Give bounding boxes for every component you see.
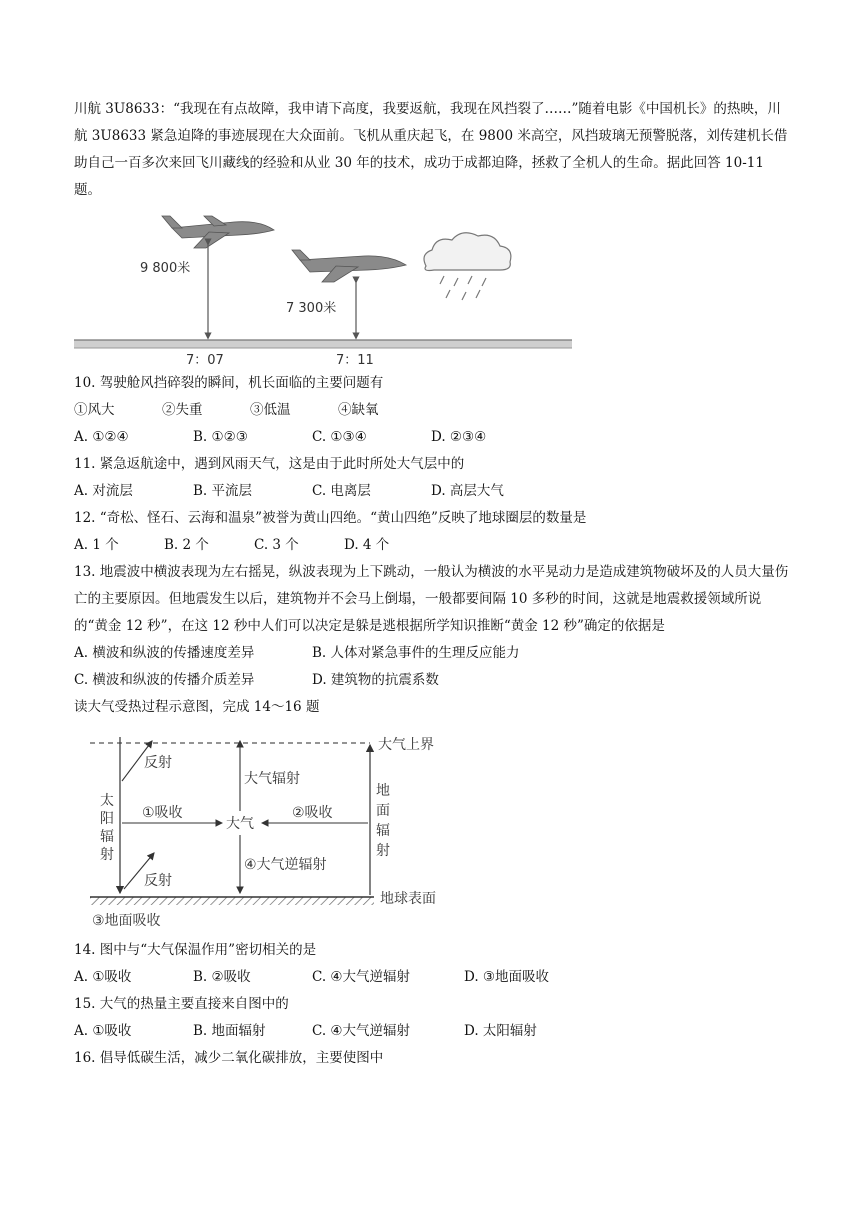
counter-radiation-label: ④大气逆辐射 [244, 857, 327, 873]
q13-options-row2 [74, 667, 794, 694]
solar-label-3: 辐 [100, 829, 114, 845]
q11-option-c: C. 电离层 [312, 483, 371, 499]
atmosphere-radiation-label: 大气辐射 [244, 771, 300, 787]
atmosphere-figure [74, 727, 474, 937]
q13-options-row1 [74, 640, 794, 667]
q10-option-d: D. ②③④ [431, 429, 487, 445]
ground-rad-label-1: 地 [376, 783, 390, 799]
intro-paragraph: 川航 3U8633：“我现在有点故障，我申请下高度，我要返航，我现在风挡裂了……”随着电影《中国机长》的热映，川航 3U8633 紧急迫降的事迹展现在大众面前。飞机从重庆起飞，在 9800 米高空，风挡玻璃无预警脱落，刘传建机长借助自己一百多次来回飞川藏线的经验和从业 30 年的技术，成功于成都迫降，拯救了全机人的生命。据此回答 10-11 题。 [74, 101, 788, 198]
solar-label-4: 射 [100, 847, 114, 863]
time-label-2: 7：11 [336, 353, 374, 368]
airplane-icon-low [292, 250, 406, 282]
q15-option-c: C. ④大气逆辐射 [312, 1023, 411, 1039]
q12-option-a: A. 1 个 [74, 537, 119, 553]
q13-stem: 13. 地震波中横波表现为左右摇晃，纵波表现为上下跳动，一般认为横波的水平晃动力是造成建筑物破坏及的人员大量伤亡的主要原因。但地震发生以后，建筑物并不会马上倒塌，一般都要间隔 10 多秒的时间，这就是地震救援领域所说的“黄金 12 秒”，在这 12 秒中人们可以决定是躲是逃根据所学知识推断“黄金 12 秒”确定的依据是 [74, 564, 789, 634]
ground-rad-label-3: 辐 [376, 823, 390, 839]
q11-options [74, 478, 794, 505]
document-page [74, 96, 794, 1072]
q13-option-b: B. 人体对紧急事件的生理反应能力 [312, 645, 520, 661]
ground-rad-label-4: 射 [376, 843, 390, 859]
q10-item: ③低温 [250, 402, 291, 418]
earth-surface-label: 地球表面 [380, 891, 436, 907]
reflect-label-bottom: 反射 [144, 873, 172, 889]
ground-hatch [90, 897, 374, 905]
q13-option-a: A. 横波和纵波的传播速度差异 [74, 645, 255, 661]
q12-stem: 12. “奇松、怪石、云海和温泉”被誉为黄山四绝。“黄山四绝”反映了地球圈层的数量是 [74, 510, 587, 526]
q10-option-a: A. ①②④ [74, 429, 129, 445]
q12-option-d: D. 4 个 [344, 537, 390, 553]
q14-option-c: C. ④大气逆辐射 [312, 969, 411, 985]
altitude-label-low: 7 300米 [286, 301, 337, 316]
solar-label-2: 阳 [100, 811, 114, 827]
time-label-1: 7：07 [186, 353, 224, 368]
atmosphere-label: 大气 [226, 816, 254, 832]
q11-option-d: D. 高层大气 [431, 483, 504, 499]
flight-diagram [74, 208, 574, 368]
ground-absorb-label: ③地面吸收 [92, 913, 161, 929]
q13-option-c: C. 横波和纵波的传播介质差异 [74, 672, 255, 688]
flight-figure [74, 208, 574, 368]
q10-option-c: C. ①③④ [312, 429, 367, 445]
q14-option-a: A. ①吸收 [74, 969, 132, 985]
q16-stem: 16. 倡导低碳生活，减少二氧化碳排放，主要使图中 [74, 1050, 384, 1066]
altitude-label-high: 9 800米 [140, 261, 191, 276]
q12-options [74, 532, 794, 559]
q10-item: ④缺氧 [338, 402, 379, 418]
q11-option-b: B. 平流层 [193, 483, 253, 499]
q11-stem: 11. 紧急返航途中，遇到风雨天气，这是由于此时所处大气层中的 [74, 456, 465, 472]
q10-stem: 10. 驾驶舱风挡碎裂的瞬间，机长面临的主要问题有 [74, 375, 384, 391]
q13-option-d: D. 建筑物的抗震系数 [312, 672, 439, 688]
q15-stem: 15. 大气的热量主要直接来自图中的 [74, 996, 289, 1012]
q10-item: ②失重 [162, 402, 203, 418]
q14-option-b: B. ②吸收 [193, 969, 251, 985]
q14-option-d: D. ③地面吸收 [464, 969, 550, 985]
rain-cloud-icon [424, 233, 511, 300]
atmosphere-top-label: 大气上界 [378, 737, 434, 753]
q14-options [74, 964, 794, 991]
q14-stem: 14. 图中与“大气保温作用”密切相关的是 [74, 942, 317, 958]
figure2-lead: 读大气受热过程示意图，完成 14～16 题 [74, 699, 320, 715]
ground-band [74, 340, 572, 348]
atmosphere-diagram [74, 727, 474, 937]
q10-item: ①风大 [74, 402, 115, 418]
absorb2-label: ②吸收 [292, 805, 333, 821]
reflect-label-top: 反射 [144, 755, 172, 771]
solar-label-1: 太 [100, 793, 114, 809]
q15-option-d: D. 太阳辐射 [464, 1023, 537, 1039]
q10-options [74, 424, 794, 451]
q15-option-a: A. ①吸收 [74, 1023, 132, 1039]
q10-items [74, 397, 794, 424]
q12-option-b: B. 2 个 [164, 537, 209, 553]
ground-rad-label-2: 面 [376, 803, 390, 819]
q15-option-b: B. 地面辐射 [193, 1023, 266, 1039]
airplane-icon-high [162, 216, 274, 248]
q15-options [74, 1018, 794, 1045]
absorb1-label: ①吸收 [142, 805, 183, 821]
q12-option-c: C. 3 个 [254, 537, 299, 553]
q11-option-a: A. 对流层 [74, 483, 133, 499]
q10-option-b: B. ①②③ [193, 429, 248, 445]
